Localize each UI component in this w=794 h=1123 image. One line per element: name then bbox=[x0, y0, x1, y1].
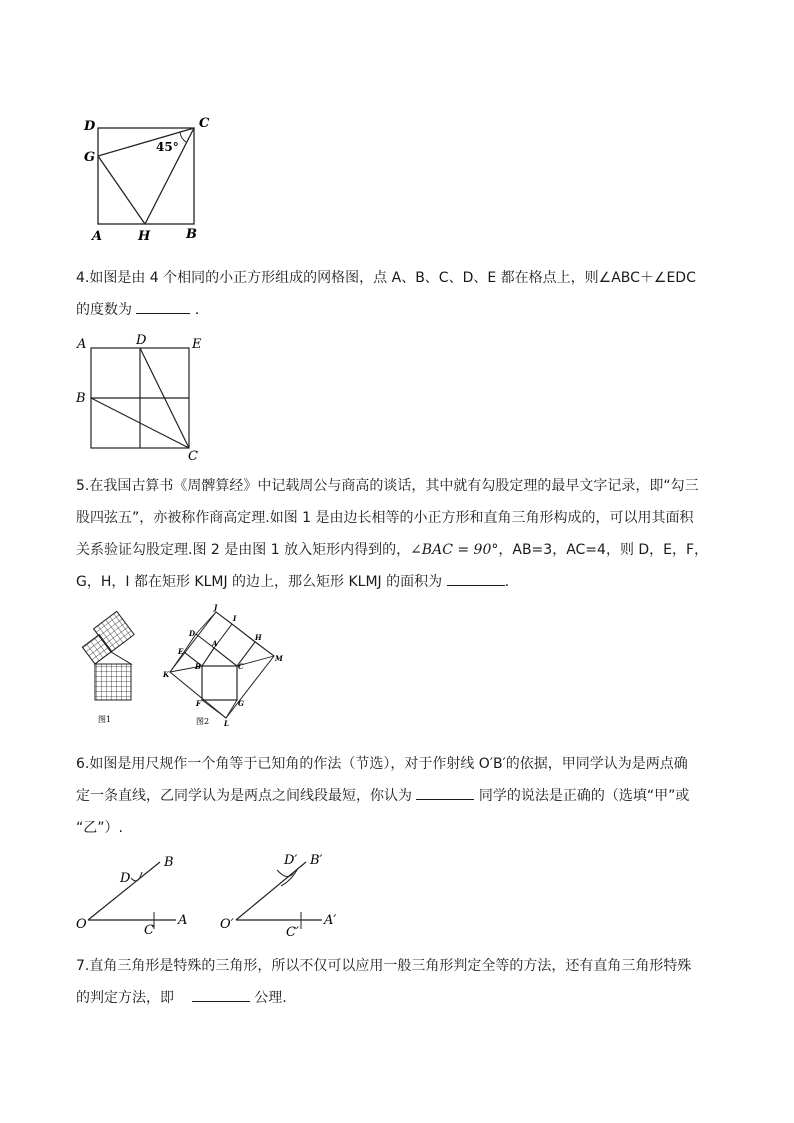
q4-line1: 4.如图是由 4 个相同的小正方形组成的网格图，点 A、B、C、D、E 都在格点上，则∠ABC＋∠EDC bbox=[76, 270, 696, 286]
line-HM bbox=[255, 642, 274, 656]
label-A: A bbox=[92, 229, 103, 244]
figure-pythagoras-1 bbox=[76, 626, 146, 726]
line-GL bbox=[226, 700, 237, 718]
answer-blank-q4[interactable] bbox=[136, 299, 190, 314]
figure-pythagoras-1-svg bbox=[76, 626, 146, 726]
q4-line2-end: ． bbox=[194, 302, 209, 318]
q7-line1: 7.直角三角形是特殊的三角形，所以不仅可以应用一般三角形判定全等的方法，还有直角三角形特殊 bbox=[76, 958, 692, 974]
line-IJ bbox=[216, 612, 232, 624]
caption-figure-1: 图1 bbox=[98, 715, 112, 724]
angle-arc bbox=[180, 132, 186, 142]
q5-line3-b: ，AB=3，AC=4，则 D，E，F， bbox=[498, 542, 709, 558]
label-I: I bbox=[233, 614, 237, 623]
square-BCGF bbox=[202, 666, 237, 700]
q4-line2 bbox=[76, 294, 728, 326]
answer-blank-q6[interactable] bbox=[416, 785, 474, 800]
label-B: B bbox=[186, 227, 197, 242]
q5-line4-a: G，H，I 都在矩形 KLMJ 的边上，那么矩形 KLMJ 的面积为 bbox=[76, 574, 443, 590]
label-B-prime: B′ bbox=[310, 853, 323, 868]
label-A-prime: A′ bbox=[324, 913, 337, 928]
figure-square-triangle-svg bbox=[80, 112, 220, 242]
label-H: H bbox=[255, 633, 262, 642]
label-A: A bbox=[212, 639, 218, 648]
label-L: L bbox=[224, 719, 229, 728]
caption-figure-2: 图2 bbox=[196, 717, 210, 726]
q7-line2-b: 公理. bbox=[254, 990, 287, 1006]
q6-line2-b: 同学的说法是正确的（选填“甲”或 bbox=[478, 788, 690, 804]
big-grid-square bbox=[95, 664, 131, 700]
figure-angle-construction-svg bbox=[72, 850, 362, 942]
label-B: B bbox=[164, 855, 174, 870]
label-C-prime: C′ bbox=[286, 925, 299, 940]
answer-blank-q5[interactable] bbox=[447, 571, 505, 586]
q5-line2: 股四弦五”，亦被称作商高定理.如图 1 是由边长相等的小正方形和直角三角形构成的，可以用其面积 bbox=[76, 510, 694, 526]
q5-angle-math: ∠BAC = 90° bbox=[410, 542, 499, 558]
label-G: G bbox=[84, 150, 96, 165]
question-7 bbox=[76, 950, 728, 1014]
q6-line2-a: 定一条直线，乙同学认为是两点之间线段最短，你认为 bbox=[76, 788, 412, 804]
label-angle-45: 45° bbox=[156, 140, 179, 154]
q7-line2 bbox=[76, 982, 728, 1014]
label-F: F bbox=[196, 699, 201, 708]
label-M: M bbox=[275, 654, 283, 663]
label-D: D bbox=[120, 871, 131, 886]
label-C: C bbox=[188, 449, 198, 464]
question-5 bbox=[76, 470, 728, 598]
figure-grid-svg bbox=[74, 334, 214, 464]
label-A: A bbox=[178, 913, 188, 928]
label-C: C bbox=[238, 662, 244, 671]
label-D-prime: D′ bbox=[284, 853, 298, 868]
q6-line2 bbox=[76, 780, 728, 812]
label-B: B bbox=[76, 391, 86, 406]
triangle-ABC bbox=[202, 648, 237, 666]
label-E: E bbox=[178, 647, 184, 656]
answer-blank-q7[interactable] bbox=[192, 987, 250, 1002]
q5-line3 bbox=[76, 534, 728, 566]
label-G: G bbox=[238, 699, 244, 708]
figure-pythagoras-2 bbox=[160, 603, 286, 730]
arc-D bbox=[131, 872, 142, 881]
q6-line3: “乙”）. bbox=[76, 820, 123, 836]
arc-D2-upper bbox=[277, 870, 294, 877]
label-C: C bbox=[144, 923, 154, 938]
figure-grid bbox=[74, 334, 214, 464]
line-FL bbox=[202, 700, 226, 718]
question-6 bbox=[76, 748, 728, 844]
question-4 bbox=[76, 262, 728, 326]
label-K: K bbox=[163, 670, 170, 679]
figure-angle-construction bbox=[72, 850, 362, 942]
figure-pythagoras-2-svg bbox=[160, 603, 286, 730]
line-DJ bbox=[196, 612, 216, 634]
square-ACHI bbox=[214, 624, 255, 666]
label-O-prime: O′ bbox=[220, 917, 234, 932]
label-J: J bbox=[214, 603, 218, 612]
label-D: D bbox=[84, 119, 96, 134]
label-D: D bbox=[136, 333, 147, 348]
q4-line2-text: 的度数为 bbox=[76, 302, 132, 318]
label-D: D bbox=[189, 629, 196, 638]
ray-O2B2 bbox=[236, 862, 306, 920]
label-H: H bbox=[138, 229, 151, 244]
label-E: E bbox=[192, 337, 202, 352]
label-A: A bbox=[77, 337, 87, 352]
rectangle-KLMJ bbox=[170, 612, 274, 718]
q7-line2-a: 的判定方法，即 bbox=[76, 990, 174, 1006]
q5-line4-b: . bbox=[504, 574, 510, 590]
segment-GH bbox=[98, 156, 145, 224]
figure-square-triangle bbox=[80, 112, 220, 242]
q5-line3-a: 关系验证勾股定理.图 2 是由图 1 放入矩形内得到的， bbox=[76, 542, 411, 558]
q6-line1: 6.如图是用尺规作一个角等于已知角的作法（节选），对于作射线 O′B′的依据，甲同学认为是两点确 bbox=[76, 756, 688, 772]
label-O: O bbox=[76, 917, 87, 932]
q5-line4 bbox=[76, 566, 728, 598]
label-B: B bbox=[195, 662, 201, 671]
q5-line1: 5.在我国古算书《周髀算经》中记载周公与商高的谈话，其中就有勾股定理的最早文字记录，即“勾三 bbox=[76, 478, 699, 494]
label-C: C bbox=[199, 116, 210, 131]
